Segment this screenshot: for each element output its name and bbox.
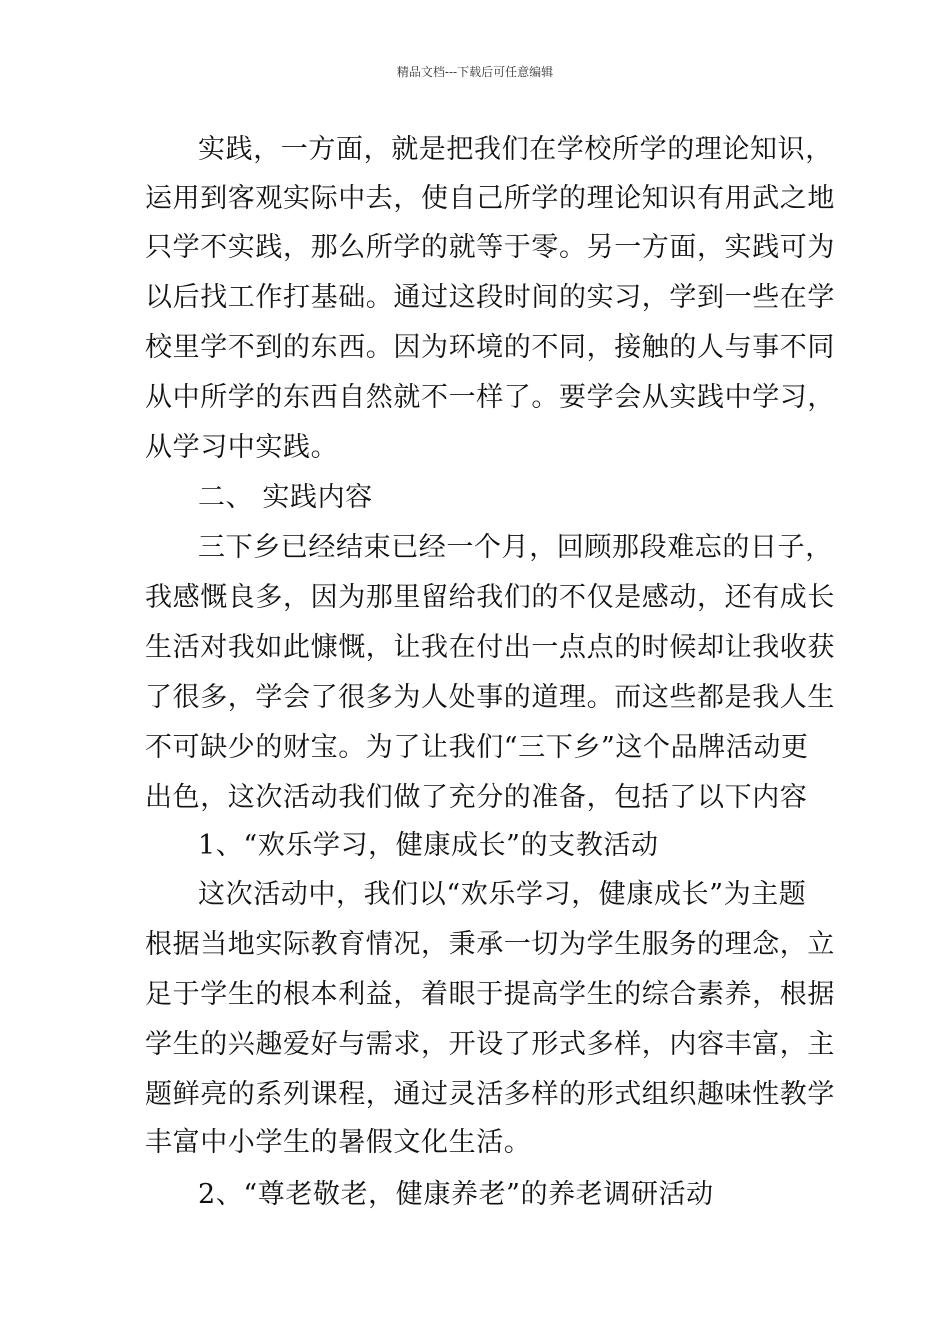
list-item-heading: 2、“尊老敬老，健康养老”的养老调研活动 — [198, 1179, 714, 1210]
paragraph-line: 从学习中实践。 — [145, 432, 339, 463]
section-heading: 二、 实践内容 — [198, 482, 373, 513]
paragraph-line: 我感慨良多，因为那里留给我们的不仅是感动，还有成长 — [145, 582, 835, 613]
paragraph-line: 生活对我如此慷慨，让我在付出一点点的时候却让我收获 — [145, 632, 835, 663]
paragraph-line: 校里学不到的东西。因为环境的不同，接触的人与事不同 — [145, 332, 835, 363]
paragraph-line: 这次活动中，我们以“欢乐学习，健康成长”为主题 — [198, 879, 807, 910]
paragraph-line: 实践，一方面，就是把我们在学校所学的理论知识， — [198, 134, 833, 165]
paragraph-line: 题鲜亮的系列课程，通过灵活多样的形式组织趣味性教学 — [145, 1079, 835, 1110]
paragraph-line: 丰富中小学生的暑假文化生活。 — [145, 1127, 532, 1158]
paragraph-line: 只学不实践，那么所学的就等于零。另一方面，实践可为 — [145, 232, 835, 263]
page-header: 精品文档---下载后可任意编辑 — [396, 65, 554, 79]
paragraph-line: 根据当地实际教育情况，秉承一切为学生服务的理念，立 — [145, 929, 835, 960]
paragraph-line: 运用到客观实际中去，使自己所学的理论知识有用武之地 — [145, 183, 835, 214]
paragraph-line: 以后找工作打基础。通过这段时间的实习，学到一些在学 — [145, 282, 835, 313]
paragraph-line: 三下乡已经结束已经一个月，回顾那段难忘的日子， — [198, 532, 833, 563]
list-item-heading: 1、“欢乐学习，健康成长”的支教活动 — [198, 830, 659, 861]
paragraph-line: 不可缺少的财宝。为了让我们“三下乡”这个品牌活动更 — [145, 732, 809, 763]
paragraph-line: 足于学生的根本利益，着眼于提高学生的综合素养，根据 — [145, 979, 835, 1010]
paragraph-line: 从中所学的东西自然就不一样了。要学会从实践中学习， — [145, 382, 835, 413]
paragraph-line: 学生的兴趣爱好与需求，开设了形式多样，内容丰富，主 — [145, 1029, 835, 1060]
paragraph-line: 了很多，学会了很多为人处事的道理。而这些都是我人生 — [145, 682, 835, 713]
paragraph-line: 出色，这次活动我们做了充分的准备，包括了以下内容 — [145, 782, 808, 813]
